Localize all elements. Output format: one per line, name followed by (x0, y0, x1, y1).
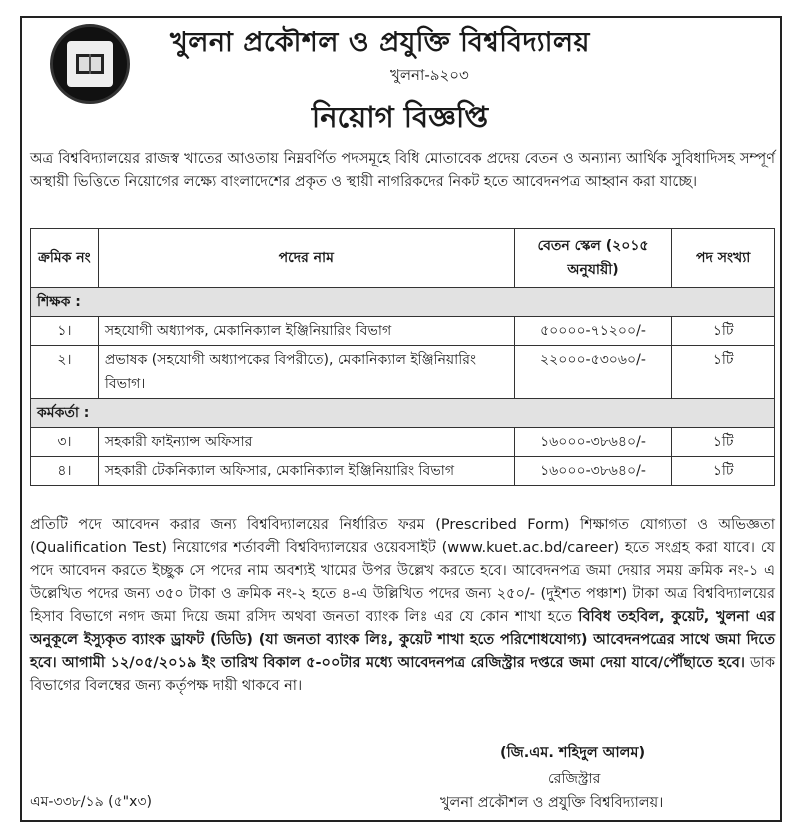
section-row-teacher (31, 288, 775, 317)
header-count: পদ সংখ্যা (672, 229, 775, 288)
section-label-officer: কর্মকর্তা : (31, 399, 775, 428)
row-scale: ২২০০০-৫৩০৬০/- (514, 346, 672, 399)
instructions-bold-text: বিবিধ তহবিল, কুয়েট, খুলনা এর অনুকূলে ইস্যুকৃত ব্যাংক ড্রাফট (ডিডি) (যা জনতা ব্যাংক লিঃ, কুয়েট শাখা হতে পরিশোধযোগ্য) আবেদনপত্রের সাথে জমা দিতে হবে। আগামী ১২/০৫/২০১৯ ইং তারিখ বিকাল ৫-০০টার মধ্যে আবেদনপত্র রেজিস্ট্রার দপ্তরে জমা দেয়া যাবে/পৌঁছাতে হবে। (30, 609, 776, 671)
instructions-end-text: ডাক বিভাগের বিলম্বের জন্য কর্তৃপক্ষ দায়ী থাকবে না। (30, 655, 775, 694)
section-label-teacher: শিক্ষক : (31, 288, 775, 317)
row-post: সহযোগী অধ্যাপক, মেকানিক্যাল ইঞ্জিনিয়ারিং বিভাগ (98, 317, 514, 346)
section-row-officer (31, 399, 775, 428)
header-scale: বেতন স্কেল (২০১৫ অনুযায়ী) (514, 229, 672, 288)
table-row (31, 317, 775, 346)
row-scale: ১৬০০০-৩৮৬৪০/- (514, 457, 672, 486)
row-count: ১টি (672, 346, 775, 399)
signatory-title: রেজিস্ট্রার (548, 771, 601, 787)
row-post: সহকারী টেকনিক্যাল অফিসার, মেকানিক্যাল ইঞ্জিনিয়ারিং বিভাগ (98, 457, 514, 486)
header-serial: ক্রমিক নং (31, 229, 99, 288)
university-seal-icon (50, 24, 130, 104)
university-address: খুলনা-৯২০৩ (390, 66, 469, 84)
notice-title: নিয়োগ বিজ্ঞপ্তি (311, 100, 489, 134)
table-row (31, 428, 775, 457)
application-instructions (30, 514, 775, 698)
row-count: ১টি (672, 317, 775, 346)
signatory-name: (জি.এম. শহিদুল আলম) (500, 745, 646, 761)
table-row (31, 346, 775, 399)
intro-paragraph: অত্র বিশ্ববিদ্যালয়ের রাজস্ব খাতের আওতায় নিম্নবর্ণিত পদসমূহে বিধি মোতাবেক প্রদেয় বেতন ও অন্যান্য আর্থিক সুবিধাদিসহ সম্পূর্ণ অস্থায়ী ভিত্তিতে নিয়োগের লক্ষ্যে বাংলাদেশের প্রকৃত ও স্থায়ী নাগরিকদের নিকট হতে আবেদনপত্র আহ্বান করা যাচ্ছে। (30, 151, 775, 190)
row-serial: ২। (31, 346, 99, 399)
row-count: ১টি (672, 457, 775, 486)
row-scale: ৫০০০০-৭১২০০/- (514, 317, 672, 346)
row-serial: ৪। (31, 457, 99, 486)
book-emblem-icon (72, 46, 108, 82)
seal-emblem (67, 41, 113, 87)
row-count: ১টি (672, 428, 775, 457)
instructions-text: প্রতিটি পদে আবেদন করার জন্য বিশ্ববিদ্যালয়ের নির্ধারিত ফরম (Prescribed Form) শিক্ষাগত যোগ্যতা ও অভিজ্ঞতা (Qualification Test) নিয়োগের শর্তাবলী বিশ্ববিদ্যালয়ের ওয়েবসাইট (www.kuet.ac.bd/career) হতে সংগ্রহ করা যাবে। যে পদে আবেদন করতে ইচ্ছুক সে পদের নাম অবশ্যই খামের উপর উল্লেখ করতে হবে। আবেদনপত্র জমা দেয়ার সময় ক্রমিক নং-১ এ উল্লেখিত পদের জন্য ৩৫০ টাকা ও ক্রমিক নং-২ হতে ৪-এ উল্লিখিত পদের জন্য ২৫০/- (দুইশত পঞ্চাশ) টাকা অত্র বিশ্ববিদ্যালয়ের হিসাব বিভাগে নগদ জমা দিয়ে জমা রসিদ অথবা জনতা ব্যাংক লিঃ এর যে কোন শাখা হতে (30, 517, 775, 625)
row-serial: ৩। (31, 428, 99, 457)
table-header-row (31, 229, 775, 288)
header-post: পদের নাম (98, 229, 514, 288)
signatory-organization: খুলনা প্রকৌশল ও প্রযুক্তি বিশ্ববিদ্যালয়। (440, 795, 664, 811)
reference-number: এম-৩৩৮/১৯ (৫"x৩) (30, 794, 152, 810)
row-serial: ১। (31, 317, 99, 346)
row-scale: ১৬০০০-৩৮৬৪০/- (514, 428, 672, 457)
row-post: সহকারী ফাইন্যান্স অফিসার (98, 428, 514, 457)
row-post: প্রভাষক (সহযোগী অধ্যাপকের বিপরীতে), মেকানিক্যাল ইঞ্জিনিয়ারিং বিভাগ। (98, 346, 514, 399)
university-name: খুলনা প্রকৌশল ও প্রযুক্তি বিশ্ববিদ্যালয় (170, 27, 590, 58)
job-table (30, 228, 775, 486)
table-row (31, 457, 775, 486)
